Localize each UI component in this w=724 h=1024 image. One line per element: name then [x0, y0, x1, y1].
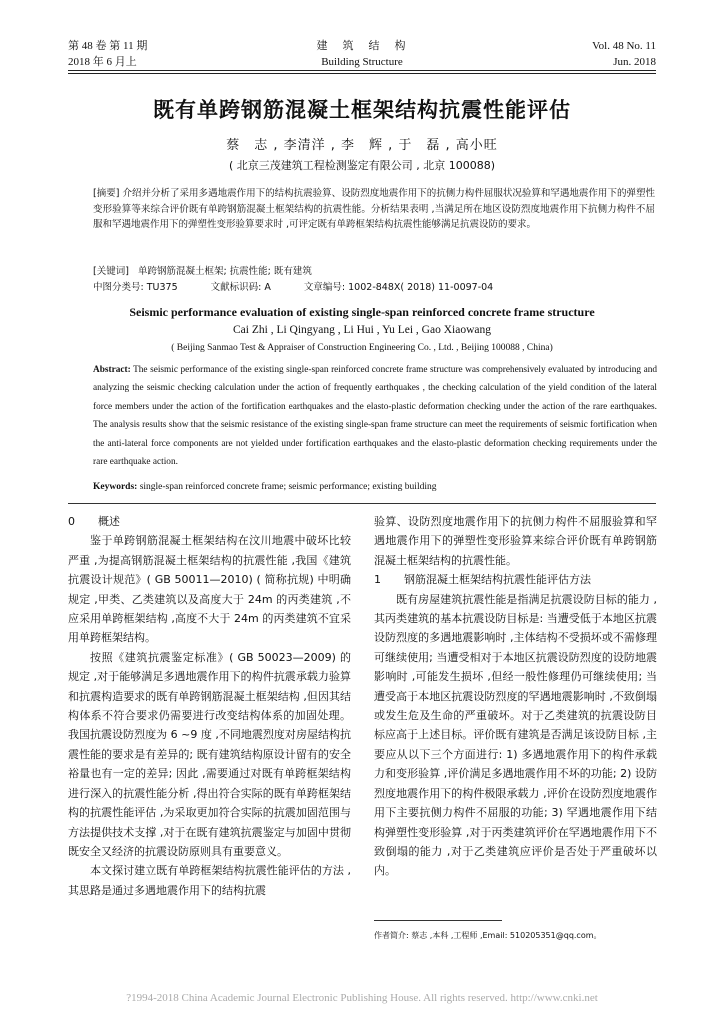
journal-date: 2018 年 6 月上: [68, 56, 137, 68]
section-1-number: 1: [374, 573, 381, 587]
english-keywords-text: single-span reinforced concrete frame; seismic performance; existing building: [139, 482, 437, 492]
clc-number: 中图分类号: TU375: [93, 282, 178, 293]
paragraph-4: 验算、设防烈度地震作用下的抗侧力构件不屈服验算和罕遇地震作用下的弹塑性变形验算来综合评价既有单跨钢筋混凝土框架结构的抗震性能。: [374, 515, 657, 567]
english-keywords-label: Keywords:: [93, 482, 138, 492]
english-title: Seismic performance evaluation of existing single-span reinforced concrete frame structure: [129, 305, 595, 319]
author-footnote: 作者简介: 蔡志 ,本科 ,工程师 ,Email: 510205351@qq.com。: [374, 931, 602, 940]
section-separator: [68, 503, 656, 504]
english-abstract-text: The seismic performance of the existing single-span reinforced concrete frame structure was comprehensively evaluated by introducing and analyzing the seismic checking calculation under the action of frequently earthquakes , the checking calculation of the yield condition of the lateral force members under the action of the fortification earthquakes and the elasto-plastic deformation checking under the action of the rare earthquakes. The analysis results show that the seismic resistance of the existing single-span frame structure can meet the requirements of seismic fortification when the anti-lateral force components are not yielded under fortification earthquakes and the elasto-plastic deformation checking requirements under the rare earthquake action.: [93, 365, 657, 468]
section-0-heading: [68, 512, 351, 531]
english-abstract: [93, 361, 657, 471]
document-code: 文献标识码: A: [210, 282, 271, 293]
english-authors: Cai Zhi , Li Qingyang , Li Hui , Yu Lei , Gao Xiaowang: [233, 324, 491, 336]
abstract-text: 介绍并分析了采用多遇地震作用下的结构抗震验算、设防烈度地震作用下的抗侧力构件屈服状况验算和罕遇地震作用下的弹塑性变形验算等来综合评价既有单跨钢筋混凝土框架结构的抗震性能。分析结果表明 ,当满足所在地区设防烈度地震作用下抗侧力构件不屈服和罕遇地震作用下的弹塑性变形验算要求时 ,可评定既有单跨框架结构抗震性能够满足抗震设防的要求。: [93, 188, 655, 230]
journal-volume-en: Vol. 48 No. 11: [592, 40, 656, 52]
english-affiliation: ( Beijing Sanmao Test & Appraiser of Construction Engineering Co. , Ltd. , Beijing 100088 , China): [171, 343, 553, 353]
journal-date-en: Jun. 2018: [613, 56, 656, 68]
header-rule-thick: [68, 70, 656, 71]
article-number: 文章编号: 1002-848X( 2018) 11-0097-04: [303, 282, 494, 293]
paper-title: 既有单跨钢筋混凝土框架结构抗震性能评估: [153, 98, 571, 122]
paper-affiliation: ( 北京三茂建筑工程检测鉴定有限公司 , 北京 100088): [228, 159, 496, 172]
abstract-cn: [93, 186, 655, 233]
journal-volume-issue: 第 48 卷 第 11 期: [68, 40, 148, 52]
section-0-number: 0: [68, 515, 75, 528]
copyright-footer: ?1994-2018 China Academic Journal Electronic Publishing House. All rights reserved. http://www.cnki.net: [126, 992, 598, 1004]
keywords-label: [关键词]: [93, 266, 129, 277]
paragraph-2: 按照《建筑抗震鉴定标准》( GB 50023—2009) 的规定 ,对于能够满足多遇地震作用下的构件抗震承载力验算和抗震构造要求的既有单跨钢筋混凝土框架结构 ,但因其结构体系不符合要求仍需要进行改变结构体系的加固处理。我国抗震设防烈度为 6 ~9 度 ,不同地震烈度对房屋结构抗震性能的要求是有差异的; 既有建筑结构原设计留有的安全裕量也有一定的差异; 因此 ,需要通过对既有单跨框架结构进行深入的抗震性能分析 ,得出符合实际的既有单跨框架结构的抗震性能评估 ,为采取更加符合实际的抗震加固范围与方法提供技术支撑 ,对于在既有建筑抗震鉴定与加固中贯彻既安全又经济的抗震设防原则具有重要意义。: [68, 650, 351, 858]
section-1-title: 钢筋混凝土框架结构抗震性能评估方法: [404, 573, 591, 587]
english-abstract-label: Abstract:: [93, 365, 131, 375]
paper-authors: 蔡 志 , 李清洋 , 李 辉 , 于 磊 , 高小旺: [226, 138, 498, 153]
journal-name-cn: 建 筑 结 构: [316, 40, 408, 52]
section-0-title: 概述: [98, 515, 120, 528]
keywords-text: 单跨钢筋混凝土框架; 抗震性能; 既有建筑: [137, 266, 312, 277]
header-rule-thin: [68, 73, 656, 74]
keywords-cn: [93, 264, 655, 279]
journal-name-en: Building Structure: [321, 56, 403, 68]
body-left-column: [68, 512, 351, 900]
body-right-column: [374, 512, 657, 881]
english-keywords: [93, 482, 657, 492]
section-1-heading: [374, 570, 657, 589]
paragraph-3: 本文探讨建立既有单跨框架结构抗震性能评估的方法 ,其思路是通过多遇地震作用下的结构抗震: [68, 864, 351, 897]
classification-line: [93, 280, 655, 295]
paragraph-1: 鉴于单跨钢筋混凝土框架结构在汶川地震中破坏比较严重 ,为提高钢筋混凝土框架结构的抗震性能 ,我国《建筑抗震设计规范》( GB 50011—2010) ( 简称抗规) 中明确规定 ,甲类、乙类建筑以及高度大于 24m 的丙类建筑 ,不应采用单跨框架结构 ,高度不大于 24m 的丙类建筑不宜采用单跨框架结构。: [68, 534, 351, 645]
paragraph-5: 既有房屋建筑抗震性能是指满足抗震设防目标的能力 ,其丙类建筑的基本抗震设防目标是: 当遭受低于本地区抗震设防烈度的多遇地震影响时 ,主体结构不受损坏或不需修理可继续使用; 当遭受相对于本地区抗震设防烈度的设防地震影响时 ,可能发生损坏 ,但经一般性修理仍可继续使用; 当遭受高于本地区抗震设防烈度的罕遇地震影响时 ,不致倒塌或发生危及生命的严重破坏。对于乙类建筑的抗震设防目标应高于上述目标。评价既有建筑是否满足该设防目标 ,主要应从以下三个方面进行: 1) 多遇地震作用下的构件承载力和变形验算 ,评价满足多遇地震作用不坏的功能; 2) 设防烈度地震作用下的构件极限承载力 ,评价在设防烈度地震作用下主要抗侧力构件不屈服的功能; 3) 罕遇地震作用下结构弹塑性变形验算 ,对于丙类建筑评价在罕遇地震作用下不致倒塌的能力 ,对于乙类建筑应评价是否处于严重破坏以内。: [374, 592, 657, 878]
abstract-label: [摘要]: [93, 188, 120, 199]
footnote-rule: [374, 920, 502, 921]
